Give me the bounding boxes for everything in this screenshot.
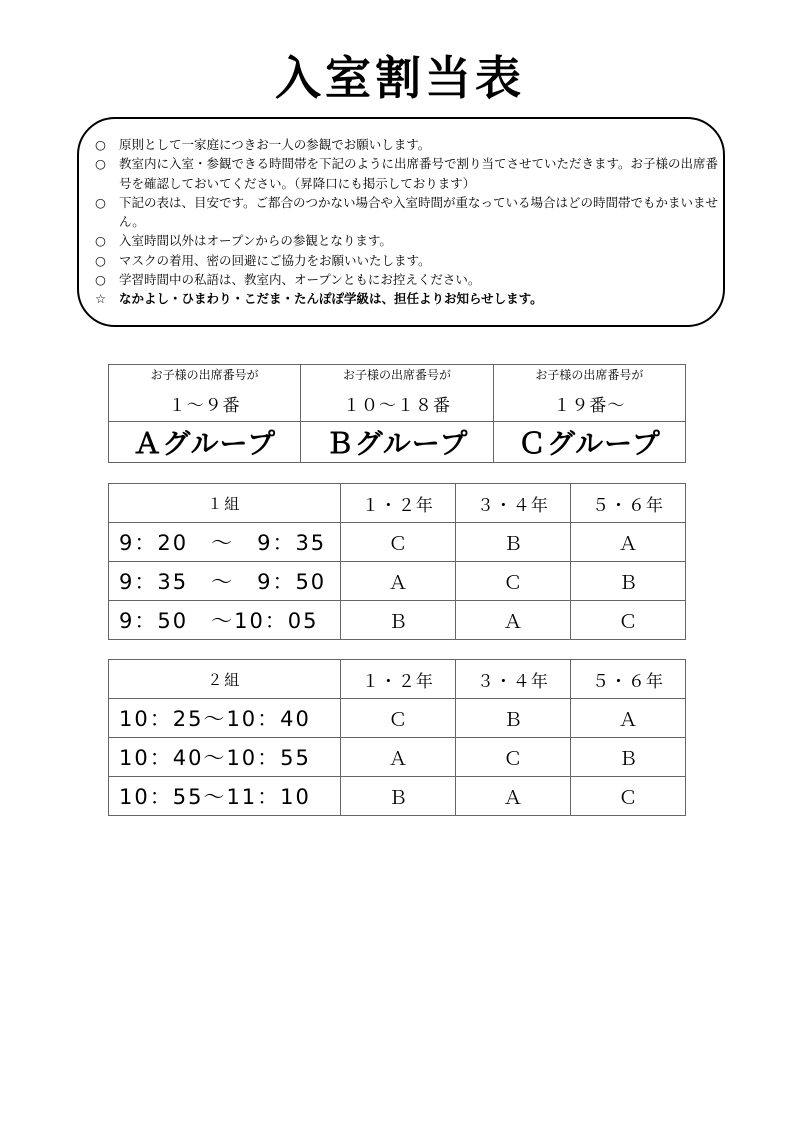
note-item: ○ 原則として一家庭につきお一人の参観でお願いします。 bbox=[95, 135, 719, 154]
time-slot: 10：55～11：10 bbox=[109, 777, 341, 816]
group-cell: Ｃ bbox=[570, 777, 685, 816]
group-b-range: １０～１８番 bbox=[301, 385, 493, 422]
table-row bbox=[109, 562, 686, 601]
circle-bullet-icon: ○ bbox=[95, 194, 106, 210]
group-c-range: １９番～ bbox=[493, 385, 685, 422]
group-b-name: Ｂグループ bbox=[301, 422, 493, 463]
table-row bbox=[109, 777, 686, 816]
group-cell: Ａ bbox=[455, 777, 570, 816]
grade-header: ５・６年 bbox=[570, 660, 685, 699]
group-cell: Ｃ bbox=[455, 562, 570, 601]
notes-box bbox=[77, 117, 725, 327]
group-cell: Ａ bbox=[340, 562, 455, 601]
group-cell: Ａ bbox=[570, 523, 685, 562]
table-row bbox=[109, 738, 686, 777]
grade-header: １・２年 bbox=[340, 660, 455, 699]
class-label: ２組 bbox=[109, 660, 341, 699]
grade-header: ５・６年 bbox=[570, 484, 685, 523]
group-cell: Ｂ bbox=[455, 523, 570, 562]
group-cell: Ａ bbox=[455, 601, 570, 640]
group-cell: Ｂ bbox=[455, 699, 570, 738]
group-cell: Ａ bbox=[570, 699, 685, 738]
group-b-caption: お子様の出席番号が bbox=[301, 365, 493, 386]
group-cell: Ｂ bbox=[340, 777, 455, 816]
page-title: 入室割当表 bbox=[275, 51, 525, 105]
grade-header: ３・４年 bbox=[455, 484, 570, 523]
group-a-name: Ａグループ bbox=[109, 422, 301, 463]
group-cell: Ｂ bbox=[340, 601, 455, 640]
schedule-table-class-1 bbox=[108, 483, 686, 640]
group-a-caption: お子様の出席番号が bbox=[109, 365, 301, 386]
time-slot: 9：35 ～ 9：50 bbox=[109, 562, 341, 601]
group-cell: Ｃ bbox=[455, 738, 570, 777]
group-cell: Ｃ bbox=[570, 601, 685, 640]
grade-header: １・２年 bbox=[340, 484, 455, 523]
notes-list bbox=[95, 135, 719, 309]
group-c-name: Ｃグループ bbox=[493, 422, 685, 463]
grade-header: ３・４年 bbox=[455, 660, 570, 699]
circle-bullet-icon: ○ bbox=[95, 272, 106, 288]
table-row bbox=[109, 523, 686, 562]
class-label: １組 bbox=[109, 484, 341, 523]
schedule-table-class-2 bbox=[108, 659, 686, 816]
note-item: ○ 教室内に入室・参観できる時間帯を下記のように出席番号で割り当てさせていただきます。お子様の出席番号を確認しておいてください。（昇降口にも掲示しております） bbox=[95, 154, 719, 193]
group-cell: Ｃ bbox=[340, 523, 455, 562]
note-item: ○ マスクの着用、密の回避にご協力をお願いいたします。 bbox=[95, 251, 719, 270]
time-slot: 9：20 ～ 9：35 bbox=[109, 523, 341, 562]
group-table bbox=[108, 364, 686, 463]
group-cell: Ｂ bbox=[570, 562, 685, 601]
circle-bullet-icon: ○ bbox=[95, 252, 106, 268]
time-slot: 9：50 ～10：05 bbox=[109, 601, 341, 640]
time-slot: 10：25～10：40 bbox=[109, 699, 341, 738]
table-row bbox=[109, 699, 686, 738]
circle-bullet-icon: ○ bbox=[95, 137, 106, 152]
note-item: ○ 下記の表は、目安です。ご都合のつかない場合や入室時間が重なっている場合はどの時間帯でもかまいません。 bbox=[95, 193, 719, 232]
group-a-range: １～９番 bbox=[109, 385, 301, 422]
table-row bbox=[109, 601, 686, 640]
group-c-caption: お子様の出席番号が bbox=[493, 365, 685, 386]
circle-bullet-icon: ○ bbox=[95, 233, 106, 249]
circle-bullet-icon: ○ bbox=[95, 156, 106, 172]
note-item: ○ 入室時間以外はオープンからの参観となります。 bbox=[95, 231, 719, 250]
note-item: ○ 学習時間中の私語は、教室内、オープンともにお控えください。 bbox=[95, 270, 719, 289]
star-bullet-icon: ☆ bbox=[95, 291, 107, 307]
time-slot: 10：40～10：55 bbox=[109, 738, 341, 777]
note-item-special: ☆ なかよし・ひまわり・こだま・たんぽぽ学級は、担任よりお知らせします。 bbox=[95, 289, 719, 308]
group-cell: Ｂ bbox=[570, 738, 685, 777]
group-cell: Ｃ bbox=[340, 699, 455, 738]
group-cell: Ａ bbox=[340, 738, 455, 777]
